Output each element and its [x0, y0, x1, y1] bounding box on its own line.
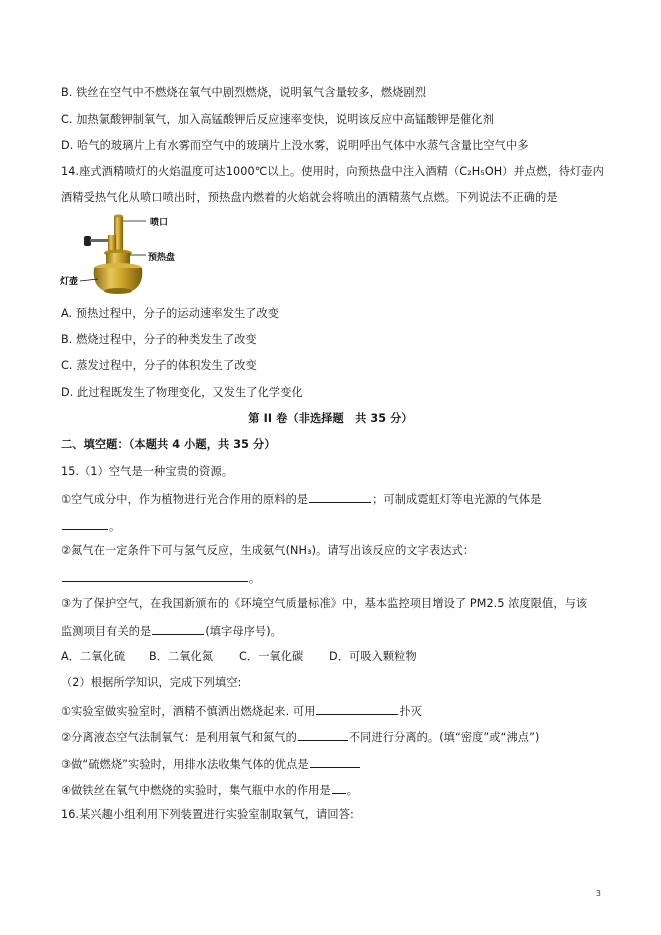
- q15-p2-item1-text-b: 扑灭: [399, 705, 423, 718]
- q14-stem-line1: 14.座式酒精喷灯的火焰温度可达1000℃以上。使用时，向预热盘中注入酒精（C₂H₅OH）并点燃，待灯壶内: [61, 165, 604, 178]
- q15-item2-end: 。: [249, 572, 261, 585]
- q14-option-a: A. 预热过程中，分子的运动速率发生了改变: [61, 307, 280, 320]
- q15-part2: （2）根据所学知识，完成下列填空:: [61, 676, 242, 689]
- q15-option-c: C．一氧化碳: [239, 650, 304, 663]
- q15-p2-item3-text: ③做“硫燃烧”实验时，用排水法收集气体的优点是: [61, 758, 309, 771]
- q15-item1-cont: [61, 518, 120, 534]
- q14-option-c: C. 蒸发过程中，分子的体积发生了改变: [61, 359, 257, 372]
- page-number: 3: [595, 889, 601, 898]
- q15-item1-end: 。: [109, 520, 121, 533]
- q15-item1-blank2[interactable]: [62, 518, 108, 530]
- q15-item2-cont: [61, 570, 260, 586]
- q15-item3-blank[interactable]: [152, 623, 204, 635]
- q15-p2-item1: [61, 703, 422, 719]
- q14-option-b: B. 燃烧过程中，分子的种类发生了改变: [61, 333, 257, 346]
- q15-option-b: B．二氧化氮: [149, 650, 214, 663]
- q15-item1-text-a: ①空气成分中，作为植物进行光合作用的原料的是: [61, 493, 309, 506]
- q15-p2-item1-blank[interactable]: [316, 703, 398, 715]
- q15-item3-line2: [61, 623, 282, 639]
- alcohol-blowtorch-illustration: [58, 213, 198, 296]
- q15-p2-item2-blank[interactable]: [298, 729, 348, 741]
- q15-p2-item2: [61, 729, 539, 745]
- q15-p2-item2-text-a: ②分离液态空气法制氧气：是利用氧气和氮气的: [61, 731, 297, 744]
- q15-item1-text-b: ；可制成霓虹灯等电光源的气体是: [372, 493, 542, 506]
- q15-p2-item4: [61, 782, 358, 798]
- q15-p2-item4-text-b: 。: [346, 784, 359, 797]
- q15-p2-item1-text-a: ①实验室做实验室时，酒精不慎洒出燃烧起来. 可用: [61, 705, 316, 718]
- q15-p2-item4-text-a: ④做铁丝在氧气中燃烧的实验时，集气瓶中水的作用是: [61, 784, 331, 797]
- q15-p2-item4-blank[interactable]: [332, 782, 346, 794]
- q13-option-b: B. 铁丝在空气中不燃烧在氧气中剧烈燃烧，说明氧气含量较多，燃烧剧烈: [61, 86, 427, 99]
- q14-stem-line2: 酒精受热气化从喷口喷出时，预热盘内燃着的火焰就会将喷出的酒精蒸气点燃。下列说法不正确的是: [61, 191, 558, 204]
- alcohol-blowtorch-figure: [58, 213, 198, 296]
- q15-item2-blank[interactable]: [62, 570, 248, 582]
- q15-p2-item3-blank[interactable]: [310, 756, 360, 768]
- q15-item3-text-c: (填字母序号)。: [205, 625, 282, 638]
- section-title: 第 II 卷（非选择题 共 35 分）: [248, 412, 413, 425]
- section-heading: 二、填空题：（本题共 4 小题，共 35 分）: [61, 438, 276, 451]
- q14-option-d: D. 此过程既发生了物理变化，又发生了化学变化: [61, 386, 303, 399]
- q13-option-c: C. 加热氯酸钾制氧气，加入高锰酸钾后反应速率变快，说明该反应中高锰酸钾是催化剂: [61, 113, 494, 126]
- label-lamp-pot: 灯壶: [60, 277, 79, 287]
- q15-p2-item3: [61, 756, 361, 772]
- label-nozzle: 喷口: [150, 218, 169, 228]
- q15-option-d: D．可吸入颗粒物: [329, 650, 417, 663]
- q15-item3-line1: ③为了保护空气，在我国新颁布的《环境空气质量标准》中，基本监控项目增设了 PM2.5 浓度限值，与该: [61, 597, 588, 610]
- q15-item3-text-b: 监测项目有关的是: [61, 625, 152, 638]
- label-preheat-tray: 预热盘: [148, 253, 176, 263]
- q13-option-d: D. 哈气的玻璃片上有水雾而空气中的玻璃片上没水雾，说明呼出气体中水蒸气含量比空气中多: [61, 139, 529, 152]
- q15-item1: [61, 491, 542, 507]
- q15-item2: ②氮气在一定条件下可与氢气反应，生成氨气(NH₃)。请写出该反应的文字表达式：: [61, 544, 475, 557]
- q15-option-a: A．二氧化硫: [61, 650, 126, 663]
- q15-p2-item2-text-b: 不同进行分离的。(填“密度”或“沸点”): [348, 731, 540, 744]
- q15-item1-blank1[interactable]: [309, 491, 371, 503]
- q15-item3-options: [61, 650, 417, 664]
- q16-stem: 16.某兴趣小组利用下列装置进行实验室制取氧气，请回答:: [61, 808, 354, 821]
- q15-part1: 15.（1）空气是一种宝贵的资源。: [61, 465, 234, 478]
